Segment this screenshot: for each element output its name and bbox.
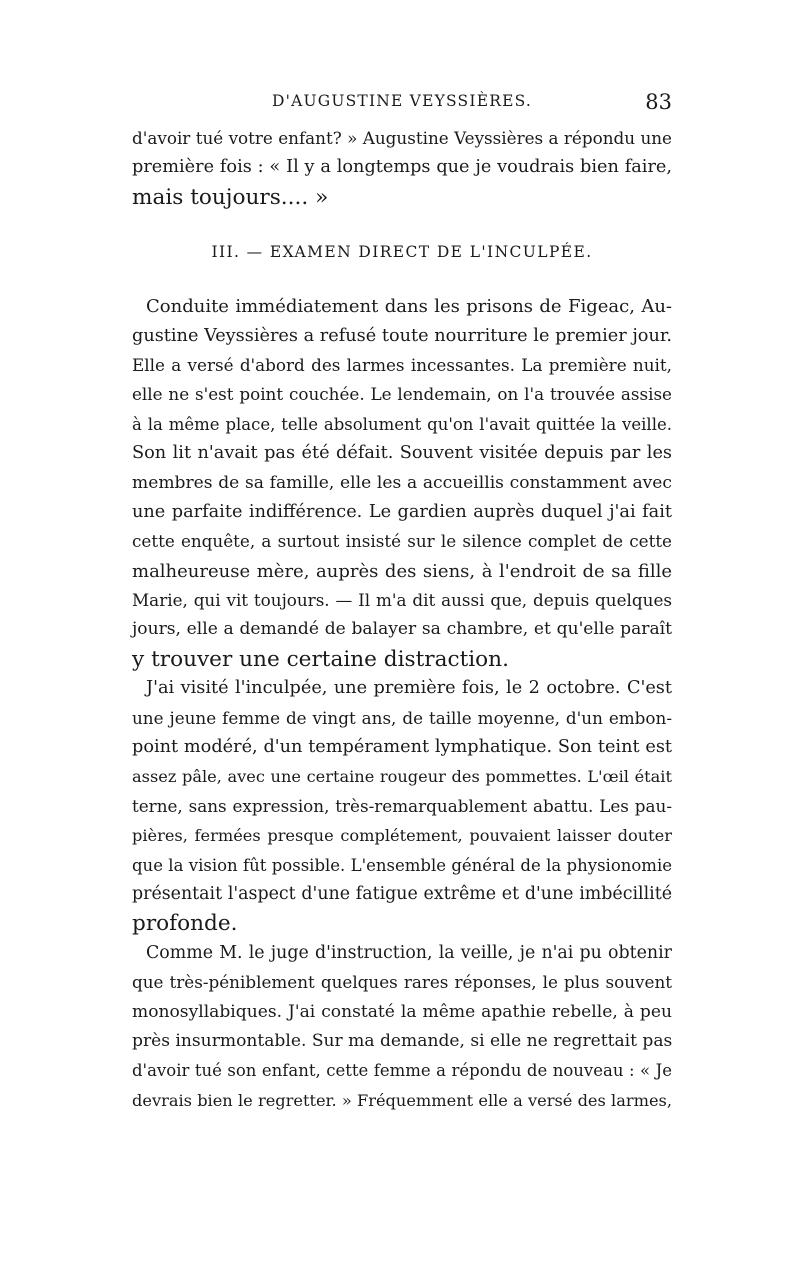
text-line: à la même place, telle absolument qu'on l'avait quittée la veille. [132,414,672,434]
paragraph [132,292,672,674]
paragraph [132,674,672,939]
text-line: présentait l'aspect d'une fatigue extrême et d'une imbécillité [132,883,672,904]
text-line: membres de sa famille, elle les a accueillis constamment avec [132,472,672,493]
section-heading: III. — EXAMEN DIRECT DE L'INCULPÉE. [211,243,593,262]
text-line: Elle a versé d'abord des larmes incessantes. La première nuit, [132,354,672,375]
text-line: mais toujours.... » [132,184,329,210]
text-line: gustine Veyssières a refusé toute nourriture le premier jour. [132,325,672,346]
running-title: D'AUGUSTINE VEYSSIÈRES. [272,92,532,110]
text-line: cette enquête, a surtout insisté sur le silence complet de cette [132,531,672,552]
body-text [132,124,672,1115]
text-line: terne, sans expression, très-remarquablement abattu. Les pau- [132,795,672,816]
text-line: J'ai visité l'inculpée, une première fois, le 2 octobre. C'est [146,678,672,699]
text-line: pières, fermées presque complétement, pouvaient laisser douter [132,826,672,846]
running-head [132,90,672,116]
text-line: point modéré, d'un tempérament lymphatique. Son teint est [132,737,672,758]
text-line: malheureuse mère, auprès des siens, à l'endroit de sa fille [132,560,672,582]
text-line: une jeune femme de vingt ans, de taille moyenne, d'un embon- [132,707,672,728]
text-line: Son lit n'avait pas été défait. Souvent visitée depuis par les [132,443,672,464]
page-number: 83 [645,90,672,114]
text-line: elle ne s'est point couchée. Le lendemain, on l'a trouvée assise [132,384,672,405]
text-line: première fois : « Il y a longtemps que je voudrais bien faire, [132,157,672,178]
text-line: d'avoir tué son enfant, cette femme a répondu de nouveau : « Je [132,1061,672,1081]
text-line: devrais bien le regretter. » Fréquemment elle a versé des larmes, [132,1090,672,1110]
text-line: assez pâle, avec une certaine rougeur des pommettes. L'œil était [132,767,672,787]
text-line: jours, elle a demandé de balayer sa chambre, et qu'elle paraît [132,619,672,640]
text-line: y trouver une certaine distraction. [132,646,509,672]
paragraph [132,939,672,1115]
text-line: monosyllabiques. J'ai constaté la même apathie rebelle, à peu [132,1001,672,1022]
text-line: profonde. [132,911,238,937]
text-line: que très-péniblement quelques rares réponses, le plus souvent [132,972,672,993]
text-line: Comme M. le juge d'instruction, la veille, je n'ai pu obtenir [146,942,672,963]
text-line: une parfaite indifférence. Le gardien auprès duquel j'ai fait [132,501,672,522]
text-line: Marie, qui vit toujours. — Il m'a dit aussi que, depuis quelques [132,590,672,611]
text-line: près insurmontable. Sur ma demande, si elle ne regrettait pas [132,1030,673,1051]
text-line: d'avoir tué votre enfant? » Augustine Veyssières a répondu une [132,128,672,148]
text-line: que la vision fût possible. L'ensemble général de la physionomie [132,855,672,875]
text-line: Conduite immédiatement dans les prisons de Figeac, Au- [146,296,672,318]
